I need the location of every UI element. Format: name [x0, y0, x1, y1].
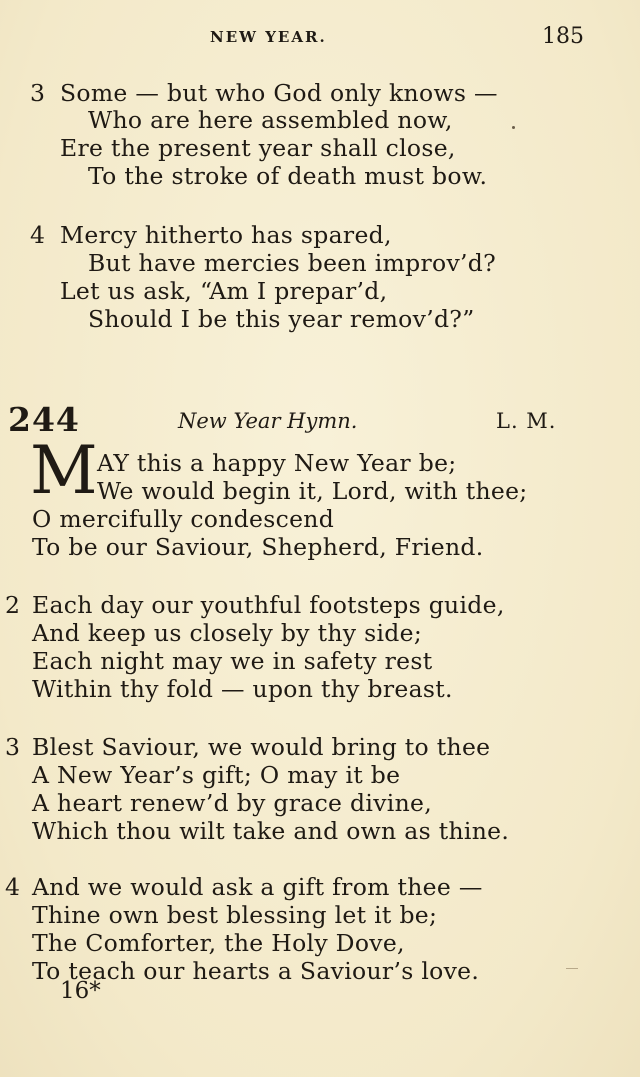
drop-capital: M	[30, 432, 98, 509]
hymn-title: New Year Hymn.	[178, 409, 358, 433]
hymn-meter: L. M.	[496, 409, 557, 433]
verse-line: Some — but who God only knows —	[60, 79, 498, 107]
verse-line: Each night may we in safety rest	[32, 647, 433, 675]
verse-line: But have mercies been improv’d?	[88, 249, 497, 277]
verse-line: Mercy hitherto has spared,	[60, 221, 392, 249]
verse-line: Let us ask, “Am I prepar’d,	[60, 277, 388, 305]
verse-line: The Comforter, the Holy Dove,	[32, 929, 405, 957]
stanza-number: 4	[30, 221, 45, 249]
verse-line: A New Year’s gift; O may it be	[32, 761, 401, 789]
verse-line: Which thou wilt take and own as thine.	[32, 817, 510, 845]
verse-line: Within thy fold — upon thy breast.	[32, 675, 453, 703]
verse-line: Who are here assembled now,	[88, 106, 453, 134]
verse-line: Blest Saviour, we would bring to thee	[32, 733, 491, 761]
verse-line: Each day our youthful footsteps guide,	[32, 591, 505, 619]
verse-line: We would begin it, Lord, with thee;	[97, 477, 528, 505]
verse-line: A heart renew’d by grace divine,	[32, 789, 433, 817]
verse-line: And keep us closely by thy side;	[32, 619, 423, 647]
ink-speck	[512, 126, 515, 129]
verse-line: To be our Saviour, Shepherd, Friend.	[32, 533, 484, 561]
verse-line: Thine own best blessing let it be;	[32, 901, 438, 929]
signature-mark: 16*	[60, 978, 101, 1004]
stanza-number: 4	[5, 873, 20, 901]
stanza-number: 3	[30, 79, 45, 107]
ink-speck	[566, 968, 578, 969]
stanza-number: 2	[5, 591, 20, 619]
verse-line: Ere the present year shall close,	[60, 134, 456, 162]
verse-line: To teach our hearts a Saviour’s love.	[32, 957, 480, 985]
verse-line: Should I be this year remov’d?”	[88, 305, 475, 333]
verse-line: And we would ask a gift from thee —	[32, 873, 483, 901]
verse-line: AY this a happy New Year be;	[97, 449, 457, 477]
verse-line: O mercifully condescend	[32, 505, 335, 533]
hymn-number: 244	[8, 400, 80, 439]
verse-line: To the stroke of death must bow.	[88, 162, 488, 190]
stanza-number: 3	[5, 733, 20, 761]
page-number: 185	[542, 24, 584, 49]
running-head: NEW YEAR.	[210, 28, 327, 46]
